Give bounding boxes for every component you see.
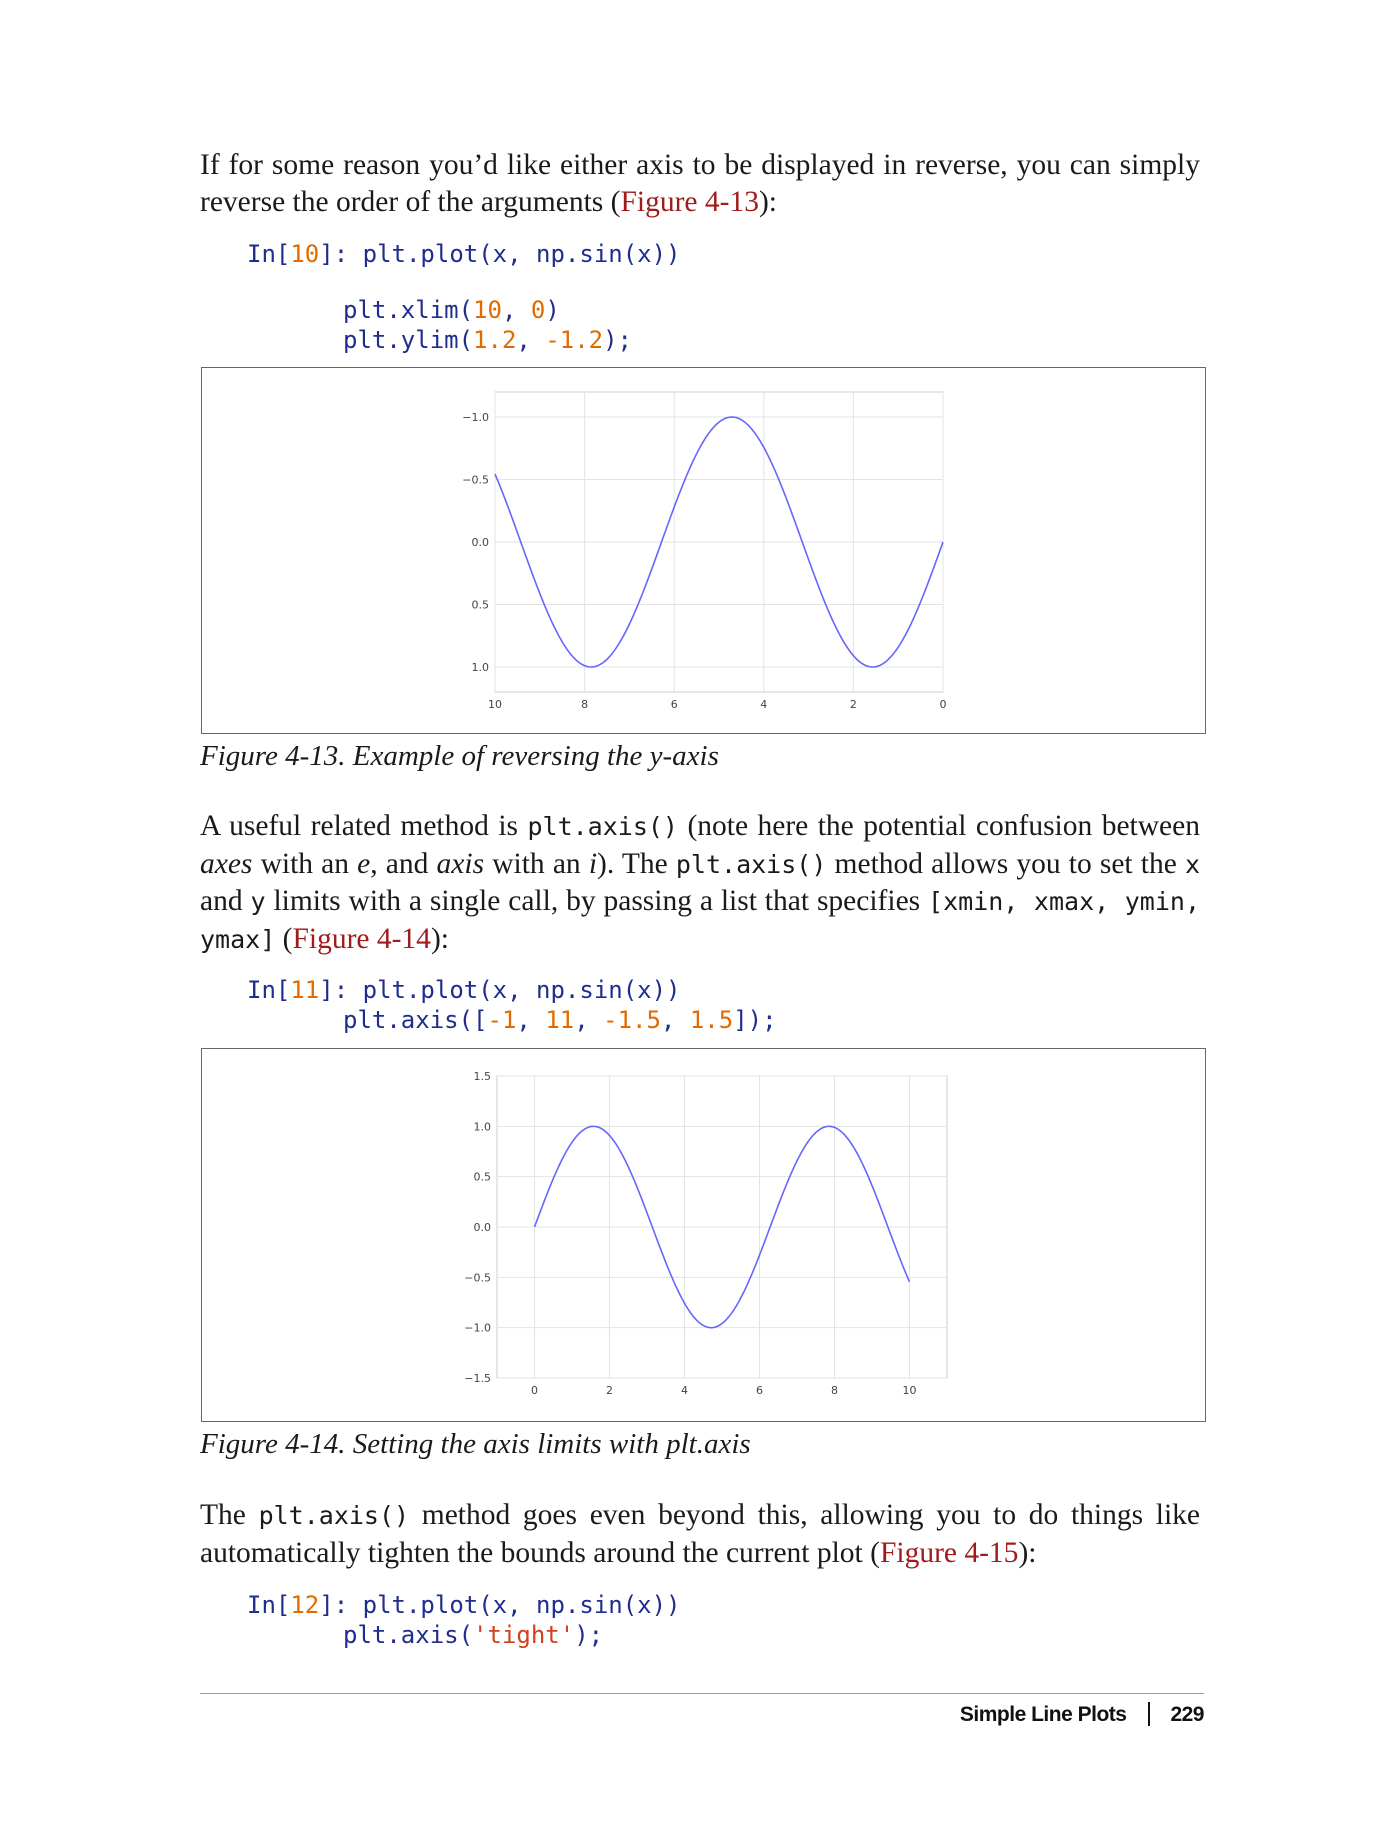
- x-tick-label: 8: [831, 1384, 838, 1397]
- code-line-axis: [343, 1005, 777, 1035]
- para2-text: ). The: [597, 847, 676, 880]
- x-tick-label: 10: [488, 698, 502, 711]
- y-tick-label: 1.0: [473, 1120, 491, 1134]
- para3-text: ):: [1018, 1536, 1037, 1569]
- code-text: ,: [516, 1006, 546, 1034]
- para2-italic: axis: [436, 847, 485, 880]
- para2-italic: e: [357, 847, 371, 880]
- code-line-xlim: [343, 295, 560, 325]
- y-tick-label: 1.0: [471, 661, 489, 674]
- y-tick-label: 0.0: [473, 1221, 491, 1234]
- code-text: ): [545, 296, 560, 324]
- cell-number: 12: [290, 1591, 320, 1619]
- figure-4-13-caption: Figure 4-13. Example of reversing the y-axis: [200, 740, 719, 772]
- y-tick-label: −0.5: [464, 1271, 491, 1285]
- code-line: plt.plot(x, np.sin(x)): [362, 240, 681, 268]
- para1-tail: ):: [758, 185, 777, 218]
- inline-code: plt.axis(): [527, 812, 678, 841]
- y-tick-label: −0.5: [462, 473, 489, 487]
- figure-4-15-link[interactable]: Figure 4-15: [879, 1536, 1019, 1569]
- figure-4-14-caption: Figure 4-14. Setting the axis limits with plt.axis: [200, 1428, 751, 1460]
- para2-italic: axes: [200, 847, 253, 880]
- code-number: 10: [473, 296, 502, 324]
- x-tick-label: 4: [681, 1384, 688, 1397]
- para2-text: (note here the potential confusion between: [677, 810, 1200, 842]
- figure-4-13-link[interactable]: Figure 4-13: [620, 185, 759, 218]
- para1-text: If for some reason you’d like either axis to be displayed in reverse, you can simply reverse the order of the arguments (: [200, 149, 1200, 218]
- x-tick-label: 0: [939, 698, 947, 711]
- footer-separator: [1148, 1702, 1150, 1726]
- y-tick-label: −1.5: [464, 1372, 491, 1385]
- prompt-in: In[: [247, 240, 291, 268]
- y-tick-label: 0.5: [473, 1170, 491, 1184]
- prompt-end: ]:: [319, 1591, 363, 1619]
- code-cell-12: [247, 1590, 681, 1620]
- code-number: 11: [545, 1006, 575, 1034]
- code-text: ,: [501, 296, 531, 324]
- x-tick-label: 6: [756, 1384, 763, 1397]
- footer-section-title: Simple Line Plots: [959, 1703, 1127, 1726]
- inline-code: [xmin, xmax, ymin, ymax]: [200, 887, 1201, 954]
- para2-text: ):: [430, 922, 449, 955]
- code-cell-11: [247, 975, 681, 1005]
- x-tick-label: 10: [902, 1384, 917, 1397]
- para2-text: with an: [484, 847, 589, 880]
- x-tick-label: 4: [760, 698, 768, 711]
- para2-text: method allows you to set the: [826, 847, 1185, 880]
- para2-text: (: [275, 922, 293, 955]
- page-footer: [960, 1702, 1204, 1727]
- y-tick-label: 0.0: [471, 536, 489, 549]
- inline-code: y: [250, 887, 266, 916]
- para2-text: , and: [370, 847, 437, 880]
- inline-code: x: [1184, 849, 1201, 879]
- paragraph-tight: [200, 1497, 1200, 1571]
- prompt-in: In[: [247, 976, 291, 1004]
- inline-code: plt.axis(): [675, 849, 827, 879]
- para2-text: A useful related method is: [200, 810, 528, 842]
- code-text: plt.axis([: [343, 1006, 488, 1034]
- code-text: ,: [574, 1006, 604, 1034]
- code-number: 0: [530, 296, 546, 324]
- code-text: ,: [516, 326, 546, 354]
- y-tick-label: 1.5: [473, 1070, 491, 1083]
- code-text: plt.axis(: [343, 1621, 474, 1649]
- code-text: );: [574, 1621, 604, 1649]
- paragraph-plt-axis: [200, 808, 1200, 958]
- page-number: 229: [1170, 1703, 1204, 1726]
- prompt-end: ]:: [319, 240, 363, 268]
- figure-4-13: [201, 367, 1206, 734]
- cell-number: 11: [290, 976, 320, 1004]
- x-tick-label: 2: [849, 698, 857, 711]
- code-number: 1.5: [689, 1006, 734, 1034]
- code-line-tight: [343, 1620, 603, 1650]
- x-tick-label: 6: [670, 698, 678, 711]
- code-text: plt.ylim(: [343, 326, 474, 354]
- code-number: 1.2: [473, 326, 517, 354]
- chart-axis-limits: [202, 1049, 1205, 1421]
- inline-code: plt.axis(): [258, 1501, 410, 1530]
- x-tick-label: 2: [606, 1384, 613, 1397]
- code-number: -1.2: [545, 326, 604, 354]
- prompt-end: ]:: [319, 976, 363, 1004]
- x-tick-label: 0: [531, 1384, 538, 1397]
- code-text: plt.xlim(: [343, 296, 474, 324]
- code-text: ,: [660, 1006, 690, 1034]
- figure-4-14: [201, 1048, 1206, 1422]
- paragraph-reverse-axis: [200, 147, 1200, 220]
- para3-text: The: [200, 1499, 259, 1531]
- code-line: plt.plot(x, np.sin(x)): [362, 1591, 681, 1619]
- code-text: ]);: [733, 1006, 777, 1034]
- figure-4-14-link[interactable]: Figure 4-14: [292, 922, 431, 955]
- para3-text: method goes even beyond this, allowing you to do things like automatically tighten the bounds around the current plot (: [200, 1499, 1200, 1569]
- y-tick-label: 0.5: [471, 598, 489, 612]
- para2-text: with an: [252, 847, 358, 880]
- code-number: -1.5: [603, 1006, 661, 1034]
- para2-text: and: [200, 885, 251, 917]
- code-number: -1: [487, 1006, 517, 1034]
- cell-number: 10: [290, 240, 320, 268]
- para2-italic: i: [588, 847, 598, 880]
- code-line-ylim: [343, 325, 632, 355]
- footer-rule: [200, 1693, 1204, 1694]
- prompt-in: In[: [247, 1591, 291, 1619]
- y-tick-label: −1.0: [462, 411, 489, 424]
- x-tick-label: 8: [581, 698, 589, 711]
- code-text: );: [603, 326, 633, 354]
- code-string: 'tight': [473, 1621, 575, 1649]
- chart-reversed-axis: [202, 368, 1205, 733]
- code-cell-10: [247, 239, 681, 269]
- para2-text: limits with a single call, by passing a list that specifies: [265, 885, 929, 917]
- y-tick-label: −1.0: [464, 1321, 491, 1335]
- code-line: plt.plot(x, np.sin(x)): [362, 976, 681, 1004]
